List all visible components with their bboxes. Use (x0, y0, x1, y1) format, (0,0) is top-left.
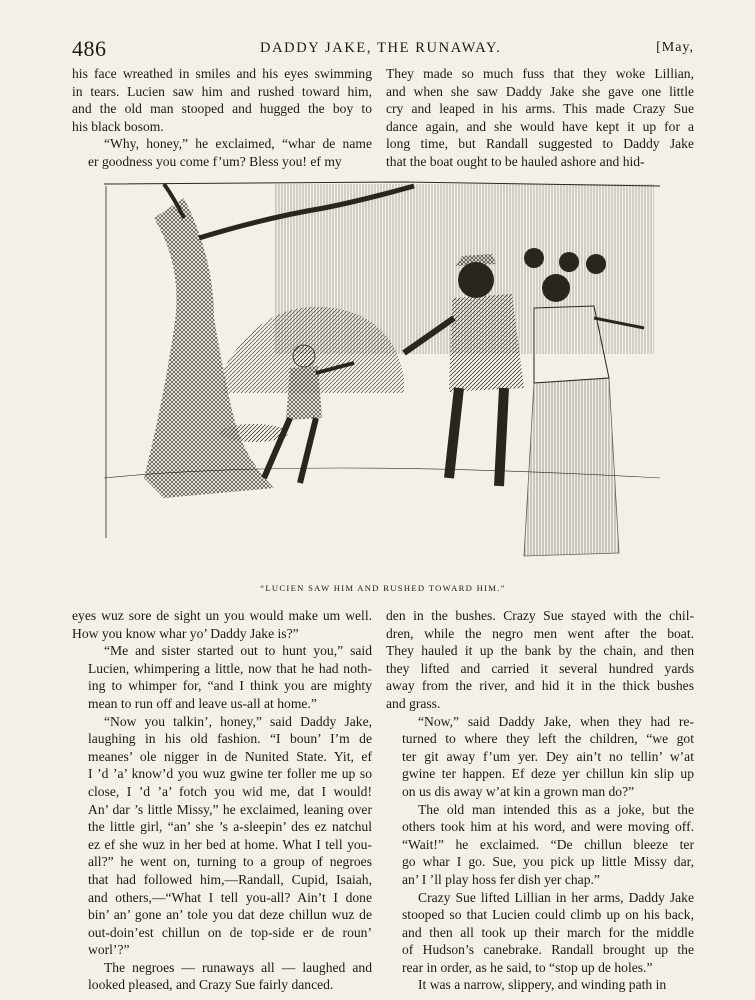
text-line: worl’?” (88, 942, 130, 958)
engraving-illustration (104, 178, 660, 572)
text-line: It was a narrow, slippery, and winding path in (418, 977, 667, 993)
paragraph (386, 65, 694, 171)
text-line: and then all took up their march for the middle (402, 924, 694, 940)
text-line: They made so much fuss that they woke Lillian, (386, 66, 694, 81)
text-line: long time, but Randall suggested to Daddy Jake (386, 136, 694, 152)
column-top-left (72, 65, 372, 171)
text-line: laughing in his old fashion. “I boun’ I’m de (88, 731, 372, 747)
text-line: turned to where they left the children, “we got (402, 731, 694, 747)
running-head (72, 34, 694, 62)
text-line: of Hudson’s canebrake. Randall brought up the (402, 942, 694, 958)
text-line: his black bosom. (72, 118, 164, 134)
text-line: den in the bushes. Crazy Sue stayed with the chil- (386, 608, 694, 623)
paragraph (72, 642, 372, 712)
text-line: an’ I ’ll play hoss fer dish yer chap.” (402, 871, 600, 887)
text-line: They hauled it up the bank by the chain, and then (386, 643, 694, 659)
column-bottom-right (386, 607, 694, 994)
text-line: ter git away f’um yer. Dey ain’t no tellin’ w’at (402, 748, 694, 764)
text-line: ing to whimper for, “and I think you are mighty (88, 678, 372, 694)
text-line: and when she saw Daddy Jake she gave one little (386, 83, 694, 99)
text-line: away from the river, and hid it in the thick bushes (386, 678, 694, 694)
text-line: “Now,” said Daddy Jake, when they had re- (418, 713, 694, 729)
text-line: the little girl, “an’ she ’s a-sleepin’ des ez natchul (88, 819, 372, 835)
text-line: Crazy Sue lifted Lillian in her arms, Daddy Jake (418, 889, 694, 905)
running-title: DADDY JAKE, THE RUNAWAY. (260, 40, 502, 56)
text-line: all?” he went on, turning to a group of negroes (88, 854, 372, 870)
text-line: mean to run off and leave us-all at home.” (88, 695, 317, 711)
text-line: er goodness you come f’um? Bless you! ef my (88, 153, 342, 169)
text-line: stooped so that Lucien could climb up on his back, (402, 907, 694, 923)
text-line: that had followed him,—Randall, Cupid, Isaiah, (88, 871, 372, 887)
issue-month: [May, (656, 40, 694, 55)
paragraph (386, 976, 694, 994)
text-line: “Why, honey,” he exclaimed, “whar de name (104, 136, 372, 152)
text-line: looked pleased, and Crazy Sue fairly danced. (88, 977, 334, 993)
paragraph (72, 959, 372, 994)
text-line: “Me and sister started out to hunt you,” said (104, 643, 372, 659)
text-line: in tears. Lucien saw him and rushed toward him, (72, 83, 372, 99)
page-number: 486 (72, 36, 107, 61)
paragraph (386, 801, 694, 889)
text-line: An’ dar ’s little Missy,” he exclaimed, leaning over (88, 801, 372, 817)
text-line: his face wreathed in smiles and his eyes swimming (72, 66, 372, 81)
text-line: go whar I go. Sue, you pick up little Missy dar, (402, 854, 694, 870)
text-line: ez ef she wuz in her bed at home. What I tell you- (88, 836, 372, 852)
text-line: others took him at his word, and were moving off. (402, 819, 694, 835)
text-line: dance again, and she would have kept it up for a (386, 118, 694, 134)
paragraph (386, 607, 694, 713)
paragraph (386, 889, 694, 977)
text-line: and grass. (386, 695, 441, 711)
text-line: that the boat ought to be hauled ashore and hid- (386, 153, 645, 169)
text-line: I ’d ’a’ know’d you wuz gwine ter foller me up so (88, 766, 372, 782)
paragraph (72, 135, 372, 170)
text-line: Lucien, whimpering a little, now that he had noth- (88, 660, 372, 676)
paragraph (72, 713, 372, 959)
text-line: The negroes — runaways all — laughed and (104, 959, 372, 975)
text-line: dren, while the negro men went after the boat. (386, 625, 694, 641)
text-line: meanes’ ole nigger in de Nunited State. Yit, ef (88, 748, 372, 764)
text-line: and others,—“What I tell you-all? Ain’t I done (88, 889, 372, 905)
paragraph (386, 713, 694, 801)
illustration (104, 178, 660, 572)
text-line: “Wait!” he exclaimed. “De chillun bleeze ter (402, 836, 694, 852)
text-line: eyes wuz sore de sight un you would make um well. (72, 608, 372, 623)
text-line: and the old man stooped and hugged the boy to (72, 101, 372, 117)
text-line: How you know whar yo’ Daddy Jake is?” (72, 625, 299, 641)
paragraph (72, 65, 372, 135)
text-line: cry and leaped in his arms. This made Crazy Sue (386, 101, 694, 117)
text-line: close, I ’d ’a’ fotch you wid me, dat I would! (88, 783, 372, 799)
text-line: they lifted and carried it several hundred yards (386, 660, 694, 676)
column-bottom-left (72, 607, 372, 994)
text-line: rear in order, as he said, to “stop up de holes.” (402, 959, 653, 975)
text-line: The old man intended this as a joke, but the (418, 801, 694, 817)
text-line: gwine ter happen. Ef deze yer chillun kin slip up (402, 766, 694, 782)
column-top-right (386, 65, 694, 171)
paragraph (72, 607, 372, 642)
text-line: bin’ an’ gone an’ tole you dat deze chillun wuz de (88, 907, 372, 923)
text-line: on us dis away w’at kin a grown man do?” (402, 783, 635, 799)
text-line: “Now you talkin’, honey,” said Daddy Jake, (104, 713, 372, 729)
text-line: out-doin’est chillun on de top-side er de roun’ (88, 924, 372, 940)
illustration-caption: “LUCIEN SAW HIM AND RUSHED TOWARD HIM.” (260, 583, 506, 593)
